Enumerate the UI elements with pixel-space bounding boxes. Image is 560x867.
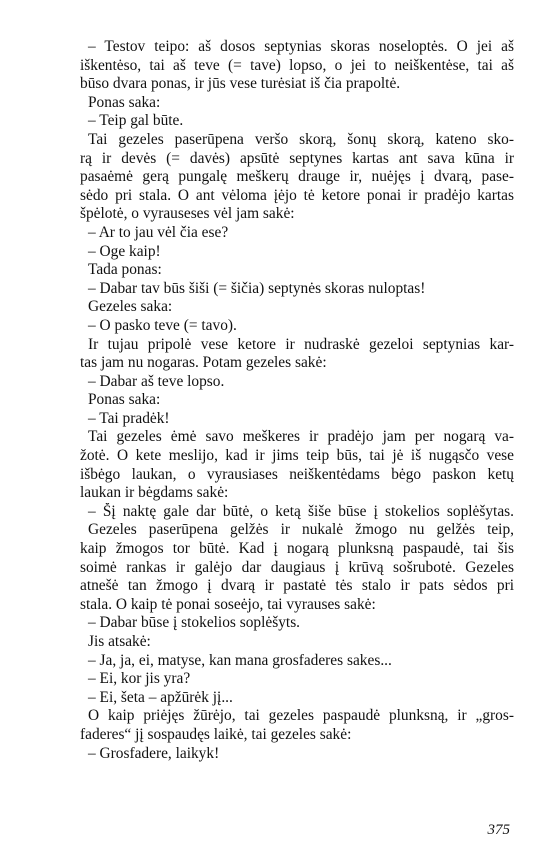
text-line: Gezeles saka: (88, 298, 173, 316)
text-line: – Ei, šeta – apžūrėk jį... (88, 688, 233, 706)
text-line: – Ei, kor jis yra? (88, 670, 191, 688)
text-line: – Ar to jau vėl čia ese? (88, 223, 229, 241)
text-line: Ponas saka: (88, 391, 161, 409)
text-line: stala. O kaip tė ponai soseėjo, tai vyrauses sakė: (80, 595, 376, 613)
text-line: – Dabar tav būs šiši (= šičia) septynės skoras nuloptas! (88, 279, 426, 297)
text-line: Jis atsakė: (88, 633, 151, 650)
page-number: 375 (487, 822, 510, 838)
text-line: tas jam nu nogaras. Potam gezeles sakė: (80, 354, 327, 372)
text-line: špėlotė, o vyrauseses vėl jam sakė: (80, 205, 295, 223)
text-line: Tai gezeles ėmė savo meškeres ir pradėjo jam per nogarą va- (88, 428, 514, 446)
text-line: soimė rankas ir galėjo dar daugiaus į krūvą sošrubotė. Gezeles (80, 558, 514, 576)
text-line: – Dabar aš teve lopso. (88, 372, 225, 390)
text-line: sėdo pri stala. O ant vėloma įėjo tė ketore ponai ir pradėjo kartas (80, 186, 514, 204)
text-line: – Tai pradėk! (88, 409, 170, 427)
text-line: atnešė tan žmogo į dvarą ir pastatė tės stalo ir pats sėdos pri (80, 577, 514, 595)
text-line: laukan ir bėgdams sakė: (80, 484, 229, 502)
text-line: O kaip priėjęs žūrėjo, tai gezeles paspaudė plunksną, ir „gros- (88, 707, 514, 725)
text-line: būso dvara ponas, ir jūs vese turėsiat iš čia prapoltė. (80, 75, 401, 93)
text-line: Tada ponas: (88, 261, 162, 279)
text-line: – Šį naktę gale dar būtė, o ketą šiše būse į stokelios soplėšytas. (88, 502, 514, 520)
text-line: – Oge kaip! (88, 242, 161, 260)
text-line: Ponas saka: (88, 93, 161, 111)
text-line: išbėgo laukan, o vyrausiases neiškentėdams bėgo paskon ketų (80, 465, 514, 483)
text-line: žotė. O kete meslijo, kad ir jims teip būs, tai jė iš nugąsčo vese (80, 447, 514, 465)
text-line: – Teip gal būte. (88, 112, 184, 130)
text-line: – Dabar būse į stokelios soplėšyts. (88, 614, 301, 632)
text-line: kaip žmogos tor būtė. Kad į nogarą plunksną paspaudė, tai šis (80, 540, 514, 558)
text-line: – Grosfadere, laikyk! (88, 744, 220, 762)
text-line: Tai gezeles paserūpena veršo skorą, šonų skorą, kateno sko- (88, 130, 514, 148)
text-line: faderes“ jį sospaudęs laikė, tai gezeles sakė: (80, 725, 352, 743)
text-line: – Ja, ja, ei, matyse, kan mana grosfaderes sakes... (88, 651, 392, 669)
page-body-text (80, 38, 514, 763)
text-line: iškentėso, tai aš teve (= tave) lopso, o jei to neiškentėse, tai aš (80, 56, 514, 74)
text-line: – O pasko teve (= tavo). (88, 316, 237, 334)
text-line: rą ir devės (= davės) apsūtė septynes kartas ant sava kūna ir (80, 149, 514, 167)
text-line: – Testov teipo: aš dosos septynias skoras noseloptės. O jei aš (88, 38, 514, 55)
text-line: Gezeles paserūpena gelžės ir nukalė žmogo nu gelžės teip, (88, 521, 514, 539)
text-line: Ir tujau pripolė vese ketore ir nudraskė gezeloi septynias kar- (88, 335, 514, 353)
text-line: pasaėmė gerą pungalę meškerų drauge ir, nuėjęs į dvarą, pase- (80, 168, 514, 186)
